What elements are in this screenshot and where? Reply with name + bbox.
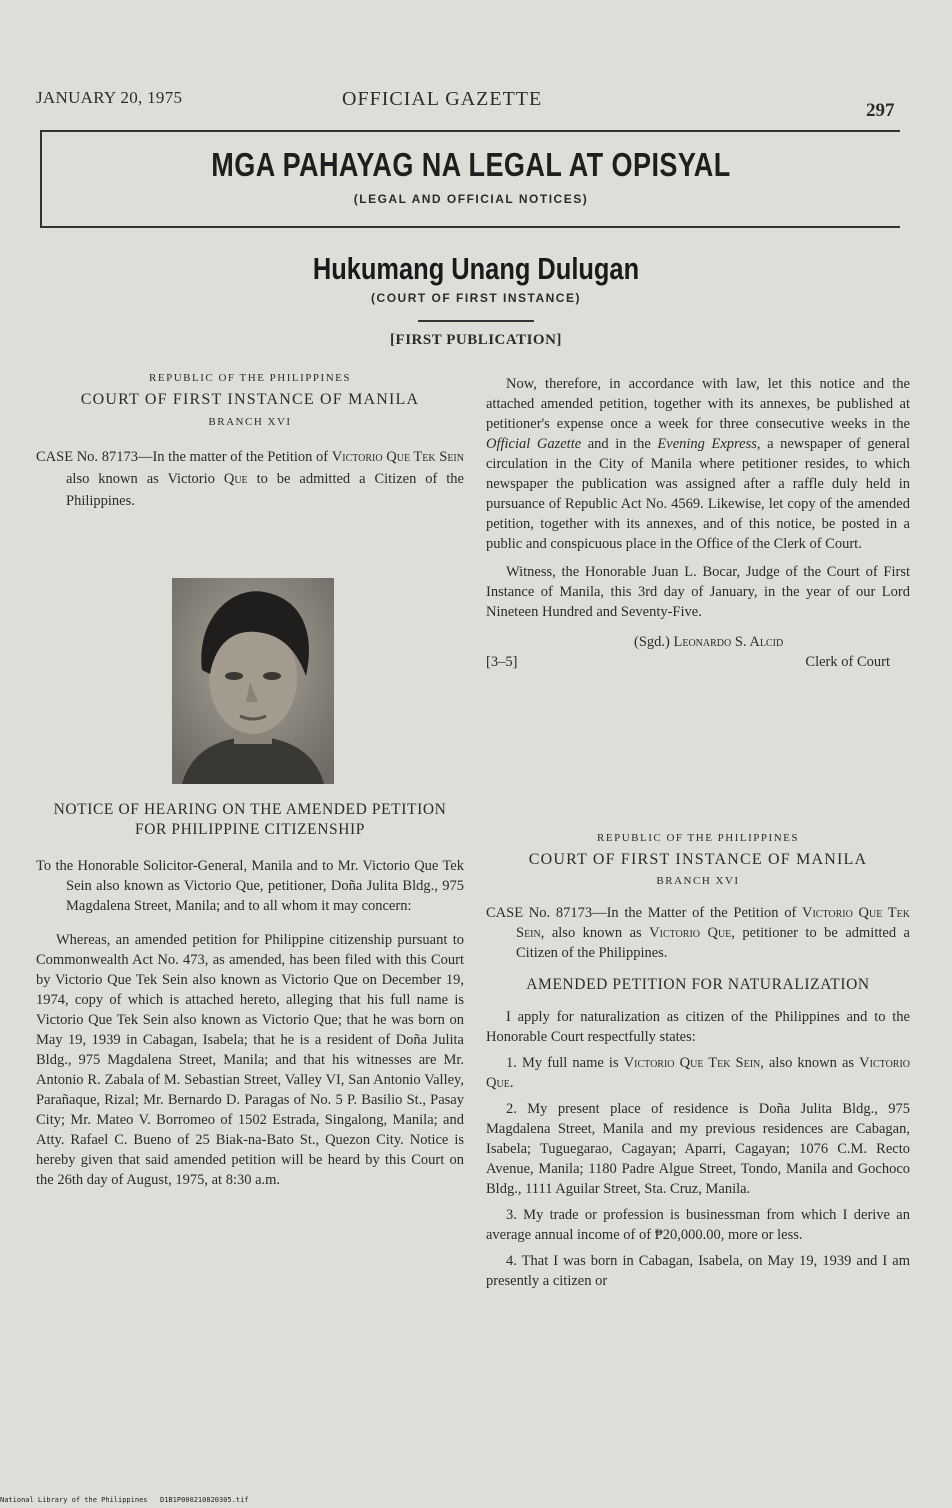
petitioner-photo	[172, 578, 334, 784]
signature-line	[634, 632, 783, 652]
petition-item-3: 3. My trade or profession is businessman from which I derive an average annual income of of ₱20,000.00, more or less.	[486, 1207, 910, 1243]
petition-heading: AMENDED PETITION FOR NATURALIZATION	[526, 976, 870, 993]
library-credit: National Library of the Philippines	[0, 1496, 148, 1504]
court-heading-2: COURT OF FIRST INSTANCE OF MANILA	[528, 851, 868, 868]
item1-name: Victorio Que Tek Sein	[623, 1055, 761, 1071]
banner-subtitle: (LEGAL AND OFFICIAL NOTICES)	[353, 192, 589, 206]
order-text-2: and in the	[581, 436, 658, 452]
section-divider	[418, 320, 534, 322]
item1-suffix: .	[509, 1075, 514, 1091]
banner-title: MGA PAHAYAG NA LEGAL AT OPISYAL	[211, 146, 731, 183]
case2-prefix: CASE No. 87173—In the Matter of the Petition of	[486, 905, 802, 921]
case-caption-2	[486, 903, 910, 963]
signer-title: Clerk of Court	[805, 654, 890, 670]
portrait-image	[172, 578, 334, 784]
branch-heading-2: BRANCH XVI	[656, 875, 740, 887]
petitioner-name-2: Victorio Que Tek Sein	[516, 905, 910, 941]
branch-heading: BRANCH XVI	[208, 416, 292, 428]
right-column-bottom	[486, 828, 910, 1291]
newspaper-name: Evening Express	[657, 436, 757, 452]
item1-mid: , also known as	[760, 1055, 860, 1071]
petition-item-2: 2. My present place of residence is Doña Julita Bldg., 975 Magdalena Street, Manila and my previous residences are Cabagan, Isabela; Tuguegarao, Cagayan; Aparri, Cagayan; 1076 C.M. Recto Avenue, Manila; 1180 Padre Algue Street, Tondo, Manila and Gochoco Bldg., 1111 Aguilar Street, Sta. Cruz, Manila.	[486, 1101, 910, 1197]
republic-heading-2: REPUBLIC OF THE PHILIPPINES	[597, 832, 799, 844]
whereas-paragraph: Whereas, an amended petition for Philippine citizenship pursuant to Commonwealth Act No. 473, as amended, has been filed with this Court by Victorio Que Tek Sein also known as Victorio Que on December 19, 1974, copy of which is attached hereto, alleging that his full name is Victorio Que Tek Sein also known as Victorio Que; that he was born on May 19, 1939 in Cabagan, Isabela; that he is a resident of Doña Julita Bldg., 975 Magdalena Street, Manila; and that his witnesses are Mr. Antonio R. Zabala of M. Sebastian Street, Valley VI, San Antonio Valley, Parañaque, Rizal; Mr. Bernardo D. Paragas of No. 5 P. Basilio St., Pasay City; Mr. Mateo V. Borromeo of 1502 Estrada, Singalong, Manila; and Atty. Rafael C. Bueno of 25 Biak-na-Bato St., Quezon City. Notice is hereby given that said amended petition will be heard by this Court on the 26th day of August, 1975, at 8:30 a.m.	[36, 932, 464, 1188]
petitioner-alias-2: Victorio Que	[649, 925, 732, 941]
scan-file-id: D1B1P000210820305.tif	[160, 1496, 249, 1504]
gazette-name: Official Gazette	[486, 436, 582, 452]
notice-heading: NOTICE OF HEARING ON THE AMENDED PETITION FOR PHILIPPINE CITIZENSHIP	[53, 801, 447, 838]
case-prefix: CASE No. 87173—In the matter of the Petition of	[36, 449, 332, 465]
court-heading: COURT OF FIRST INSTANCE OF MANILA	[80, 391, 420, 408]
section-subtitle: (COURT OF FIRST INSTANCE)	[371, 291, 581, 305]
left-column-top	[36, 368, 464, 512]
section-title: Hukumang Unang Dulugan	[312, 251, 640, 286]
page-number: 297	[866, 100, 895, 121]
order-text-3: , a newspaper of general circulation in the City of Manila where petitioner resides, to which newspaper the publication was assigned after a raffle duly held in pursuance of Republic Act No. 4569. Likewise, let copy of the amended petition, together with its annexes, and of this notice, be posted in a public and conspicuous place in the Office of the Clerk of Court.	[486, 436, 910, 552]
witness-paragraph: Witness, the Honorable Juan L. Bocar, Judge of the Court of First Instance of Manila, this 3rd day of January, in the year of our Lord Nineteen Hundred and Seventy-Five.	[486, 564, 910, 620]
petitioner-alias: Que	[223, 471, 248, 487]
signature-block	[486, 632, 910, 672]
case-caption	[36, 446, 464, 512]
republic-heading: REPUBLIC OF THE PHILIPPINES	[149, 372, 351, 384]
item1-alias: Victorio Que	[486, 1055, 911, 1091]
case2-mid: , also known as	[540, 925, 650, 941]
case-suffix: to be admitted a Citizen of the Philippines.	[66, 471, 464, 509]
case2-suffix: , petitioner to be admitted a Citizen of the Philippines.	[516, 925, 910, 961]
case-mid: also known as Victorio	[66, 471, 224, 487]
order-text-1: Now, therefore, in accordance with law, let this notice and the attached amended petition, together with its annexes, be published at petitioner's expense once a week for three consecutive weeks in the	[486, 376, 910, 432]
petition-item-4: 4. That I was born in Cabagan, Isabela, on May 19, 1939 and I am presently a citizen or	[486, 1253, 910, 1289]
issue-date: JANUARY 20, 1975	[36, 88, 183, 107]
petition-intro: I apply for naturalization as citizen of the Philippines and to the Honorable Court respectfully states:	[486, 1009, 910, 1045]
notice-addressee: To the Honorable Solicitor-General, Manila and to Mr. Victorio Que Tek Sein also known as Victorio Que, petitioner, Doña Julita Bldg., 975 Magdalena Street, Manila; and to all whom it may concern:	[36, 858, 464, 914]
publication-ref: [3–5]	[486, 654, 518, 670]
publication-order	[486, 374, 910, 554]
item1-prefix: 1. My full name is	[506, 1055, 624, 1071]
signed-marker: (Sgd.)	[634, 634, 674, 650]
petitioner-name: Victorio Que Tek Sein	[331, 449, 464, 465]
left-column-bottom	[36, 800, 464, 1190]
signer-name: Leonardo S. Alcid	[673, 634, 784, 650]
notices-banner	[40, 130, 900, 228]
petition-item-1	[486, 1053, 910, 1093]
right-column-top	[486, 374, 910, 672]
publication-label: [FIRST PUBLICATION]	[390, 332, 562, 348]
publication-name: OFFICIAL GAZETTE	[342, 88, 543, 110]
